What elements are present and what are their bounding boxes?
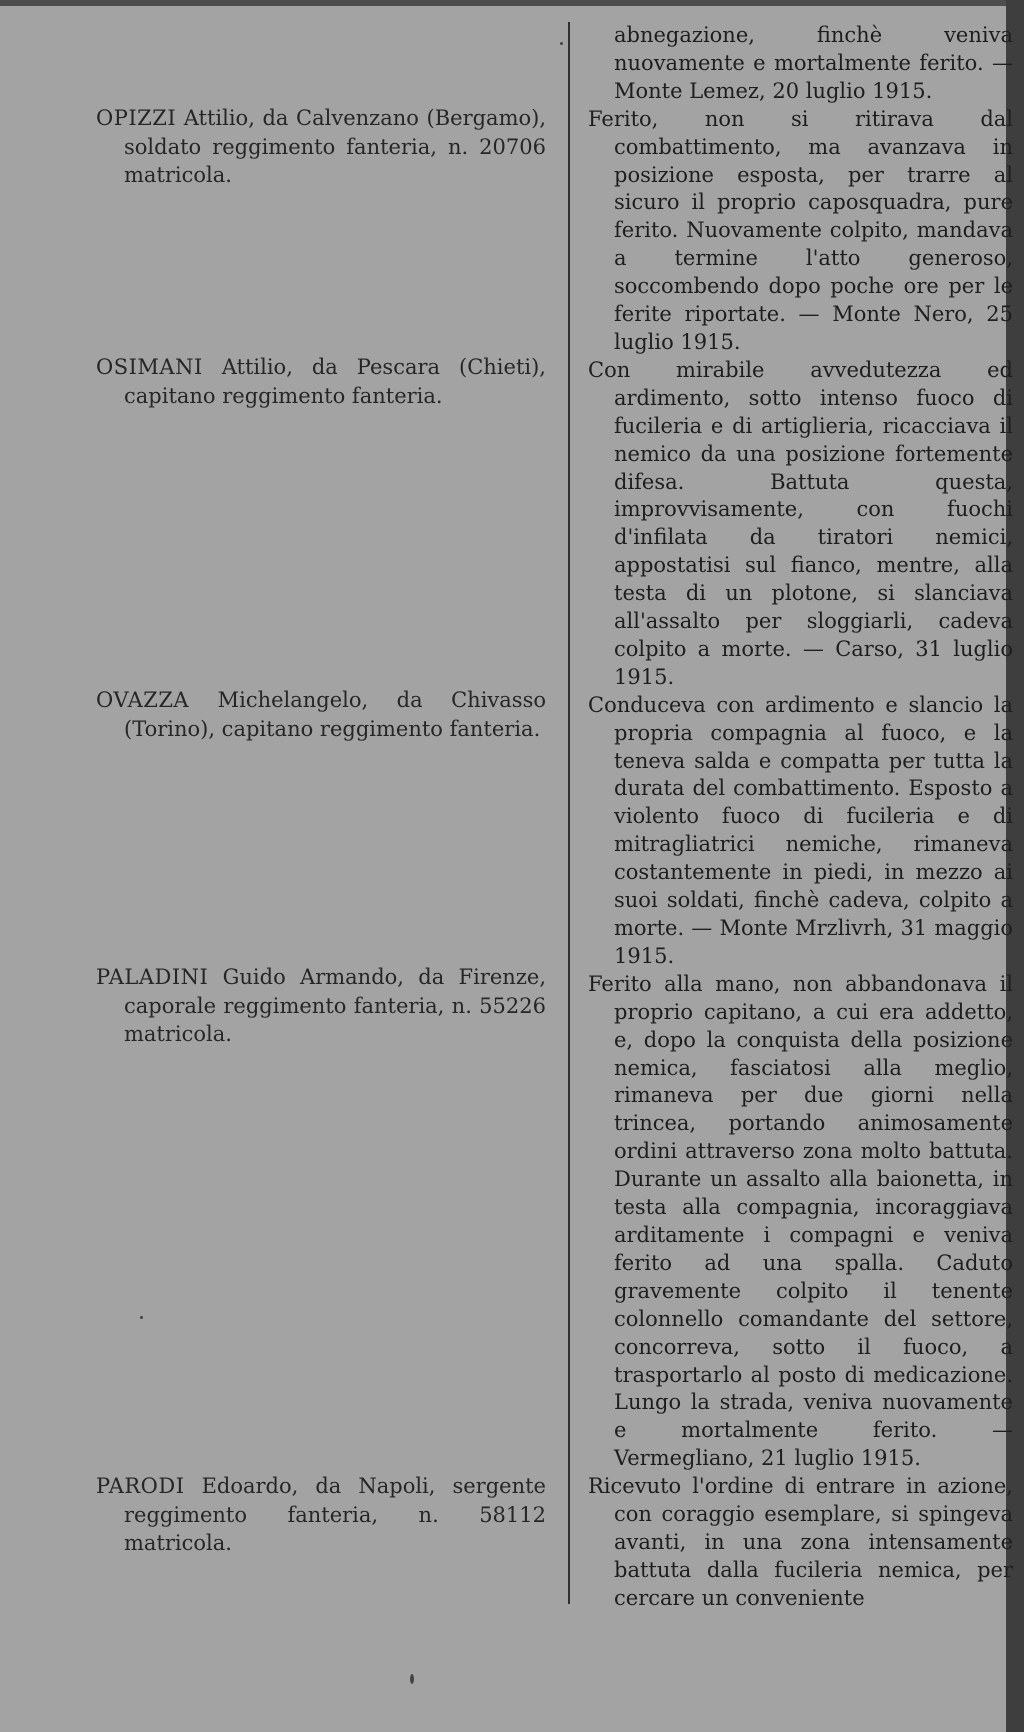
entry-surname: OSIMANI — [96, 355, 203, 379]
entry-parodi — [96, 1472, 546, 1558]
citation-paragraph: Ferito alla mano, non abbandonava il proprio capitano, a cui era addetto, e, dopo la conquista della posizione nemica, fasciatosi alla meglio, rimaneva per due giorni nella trincea, portando animosamente ordini attraverso zona molto battuta. Durante un assalto alla baionetta, in testa alla compagnia, incoraggiava arditamente i compagni e veniva ferito ad una spalla. Caduto gravemente colpito il tenente colonnello comandante del settore, concorreva, sotto il fuoco, a trasportarlo al posto di medicazione. Lungo la strada, veniva nuovamente e mortalmente ferito. — Vermegliano, 21 luglio 1915. — [588, 971, 1013, 1471]
ink-speck — [410, 1674, 414, 1684]
entry-surname: PALADINI — [96, 965, 209, 989]
citation-paragraph: abnegazione, finchè veniva nuovamente e mortalmente ferito. — Monte Lemez, 20 luglio 1915. — [614, 23, 1013, 103]
entry-surname: OPIZZI — [96, 106, 177, 130]
ink-speck — [560, 42, 563, 45]
entry-opizzi — [96, 104, 546, 190]
entry-surname: OVAZZA — [96, 688, 190, 712]
entry-ovazza — [96, 686, 546, 743]
citation-paragraph: Ricevuto l'ordine di entrare in azione, con coraggio esemplare, si spingeva avanti, in una zona intensamente battuta dalla fucileria nemica, per cercare un conveniente — [588, 1474, 1013, 1610]
citation-paragraph: Ferito, non si ritirava dal combattimento, ma avanzava in posizione esposta, per trarre al sicuro il proprio caposquadra, pure ferito. Nuovamente colpito, mandava a termine l'atto generoso, soccombendo dopo poche ore per le ferite riportate. — Monte Nero, 25 luglio 1915. — [588, 106, 1013, 354]
citation-paragraph: Conduceva con ardimento e slancio la propria compagnia al fuoco, e la teneva salda e compatta per tutta la durata del combattimento. Esposto a violento fuoco di fucileria e di mitragliatrici nemiche, rimaneva costantemente in piedi, in mezzo ai suoi soldati, finchè cadeva, colpito a morte. — Monte Mrzlivrh, 31 maggio 1915. — [588, 692, 1013, 968]
entry-surname: PARODI — [96, 1474, 185, 1498]
entry-osimani — [96, 353, 546, 410]
entry-details: Guido Armando, da Firenze, caporale reggimento fanteria, n. 55226 matricola. — [124, 965, 546, 1046]
scan-top-edge — [0, 0, 1024, 6]
right-column-citations — [588, 22, 1013, 1613]
entry-details: Attilio, da Pescara (Chieti), capitano reggimento fanteria. — [124, 355, 546, 408]
entry-details: Michelangelo, da Chivasso (Torino), capitano reggimento fanteria. — [124, 688, 546, 741]
ink-speck — [140, 1316, 143, 1319]
citation-paragraph: Con mirabile avvedutezza ed ardimento, sotto intenso fuoco di fucileria e di artiglieria, ricacciava il nemico da una posizione fortemente difesa. Battuta questa, improvvisamente, con fuochi d'infilata da tiratori nemici, appostatisi sul fianco, mentre, alla testa di un plotone, si slanciava all'assalto per sloggiarli, cadeva colpito a morte. — Carso, 31 luglio 1915. — [588, 357, 1013, 689]
column-divider — [568, 22, 570, 1604]
entry-details: Edoardo, da Napoli, sergente reggimento fanteria, n. 58112 matricola. — [124, 1474, 546, 1555]
entry-details: Attilio, da Calvenzano (Bergamo), soldato reggimento fanteria, n. 20706 matricola. — [124, 106, 546, 187]
entry-paladini — [96, 963, 546, 1049]
